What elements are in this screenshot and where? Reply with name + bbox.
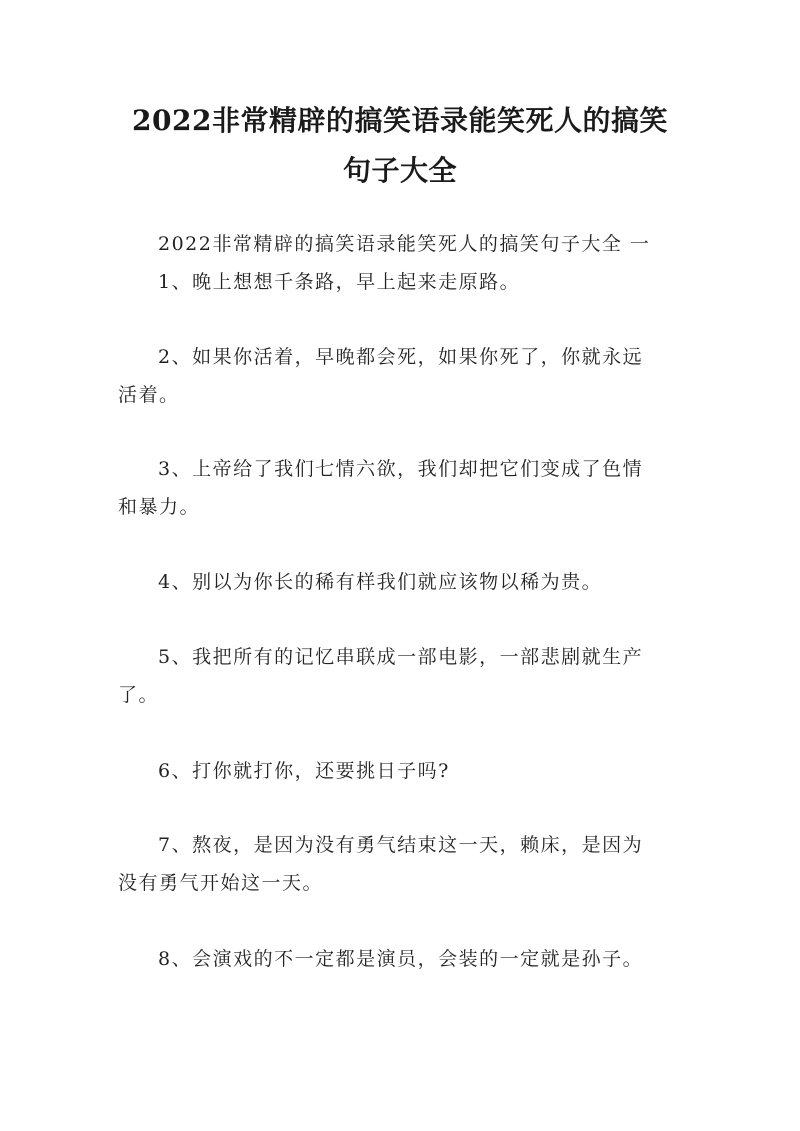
paragraph-item-3: [118, 450, 682, 526]
paragraph-item-4: [118, 563, 682, 601]
item-3-line-1: 3、上帝给了我们七情六欲，我们却把它们变成了色情: [158, 458, 644, 480]
document-title: [110, 96, 690, 196]
intro-paragraph: [118, 225, 682, 301]
intro-line-2: 1、晚上想想千条路，早上起来走原路。: [158, 271, 521, 293]
item-3-line-2: 和暴力。: [118, 496, 201, 518]
paragraph-item-2: [118, 338, 682, 414]
item-2-line-2: 活着。: [118, 384, 180, 406]
paragraph-item-5: [118, 638, 682, 714]
intro-line-1: 2022非常精辟的搞笑语录能笑死人的搞笑句子大全 一: [158, 233, 651, 255]
item-7-line-2: 没有勇气开始这一天。: [118, 872, 324, 894]
item-6-line-1: 6、打你就打你，还要挑日子吗?: [158, 760, 450, 782]
item-5-line-2: 了。: [118, 684, 160, 706]
item-2-line-1: 2、如果你活着，早晚都会死，如果你死了，你就永远: [158, 346, 644, 368]
item-8-line-1: 8、会演戏的不一定都是演员，会装的一定就是孙子。: [158, 948, 644, 970]
paragraph-item-8: [118, 940, 682, 978]
paragraph-item-7: [118, 826, 682, 902]
title-line-1: 2022非常精辟的搞笑语录能笑死人的搞笑: [132, 104, 668, 137]
paragraph-item-6: [118, 752, 682, 790]
item-7-line-1: 7、熬夜，是因为没有勇气结束这一天，赖床，是因为: [158, 834, 644, 856]
title-line-2: 句子大全: [342, 154, 457, 187]
item-5-line-1: 5、我把所有的记忆串联成一部电影，一部悲剧就生产: [158, 646, 644, 668]
item-4-line-1: 4、别以为你长的稀有样我们就应该物以稀为贵。: [158, 571, 603, 593]
